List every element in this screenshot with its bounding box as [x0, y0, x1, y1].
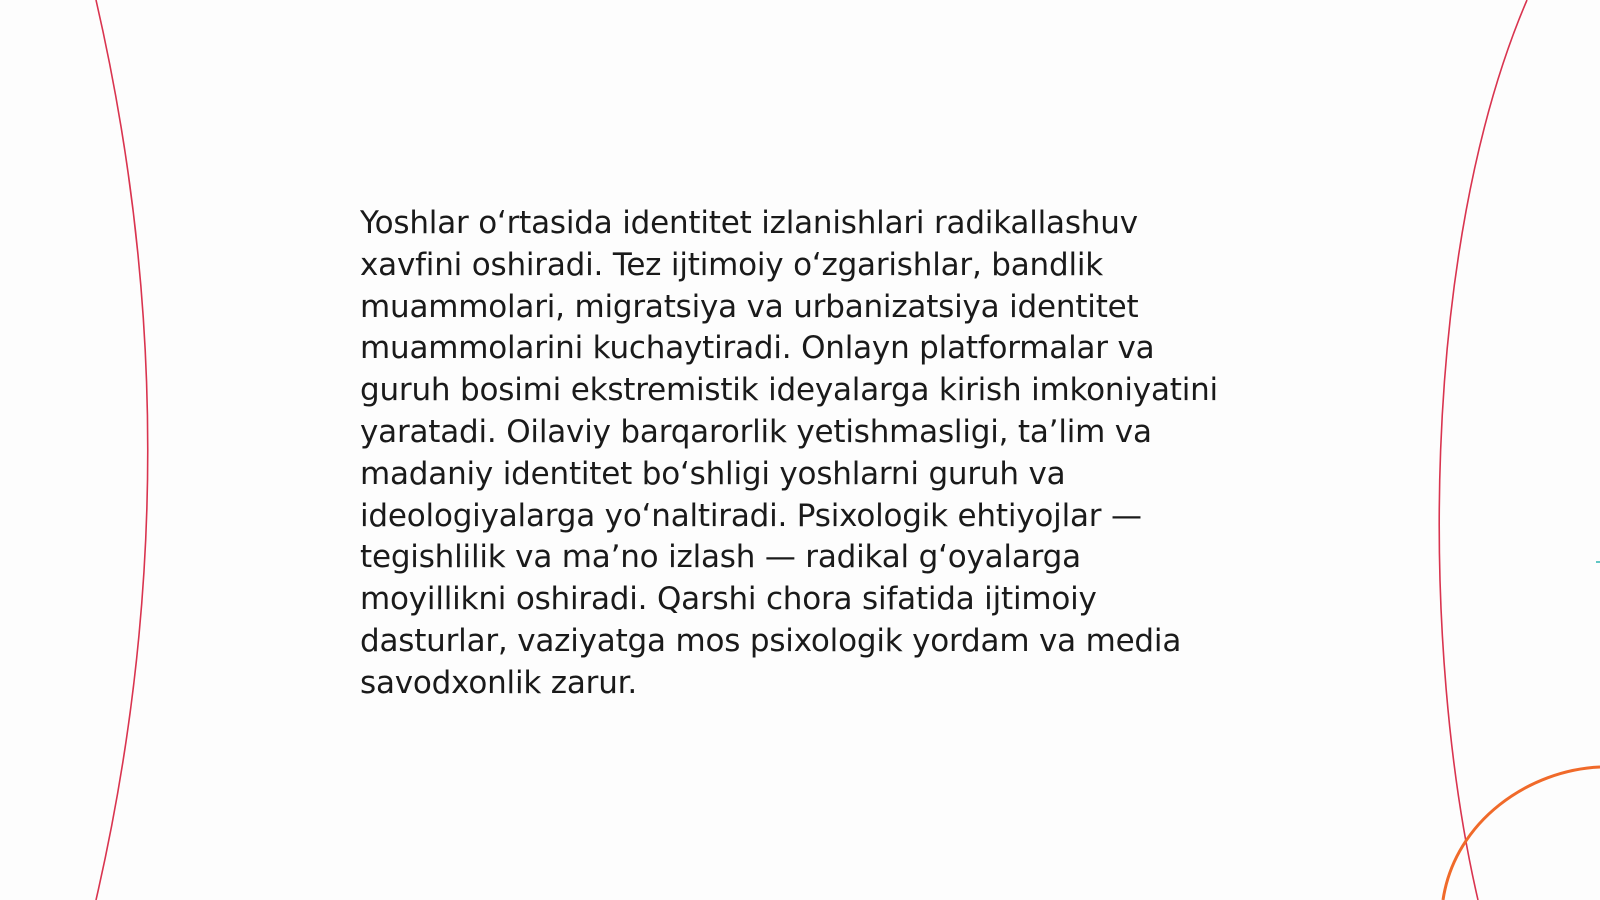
slide-paragraph: Yoshlar oʻrtasida identitet izlanishlari radikallashuv xavfini oshiradi. Tez ijtimoiy oʻzgarishlar, bandlik muammolari, migratsiya va urbanizatsiya identitet muammolarini kuchaytiradi. Onlayn platformalar va guruh bosimi ekstremistik ideyalarga kirish imkoniyatini yaratadi. Oilaviy barqarorlik yetishmasligi, taʼlim va madaniy identitet boʻshligi yoshlarni guruh va ideologiyalarga yoʻnaltiradi. Psixologik ehtiyojlar — tegishlilik va maʼno izlash — radikal gʻoyalarga moyillikni oshiradi. Qarshi chora sifatida ijtimoiy dasturlar, vaziyatga mos psixologik yordam va media savodxonlik zarur. — [360, 205, 1218, 701]
orange-arc — [1443, 767, 1600, 900]
left-curve — [96, 0, 148, 900]
right-curve — [1439, 0, 1527, 900]
